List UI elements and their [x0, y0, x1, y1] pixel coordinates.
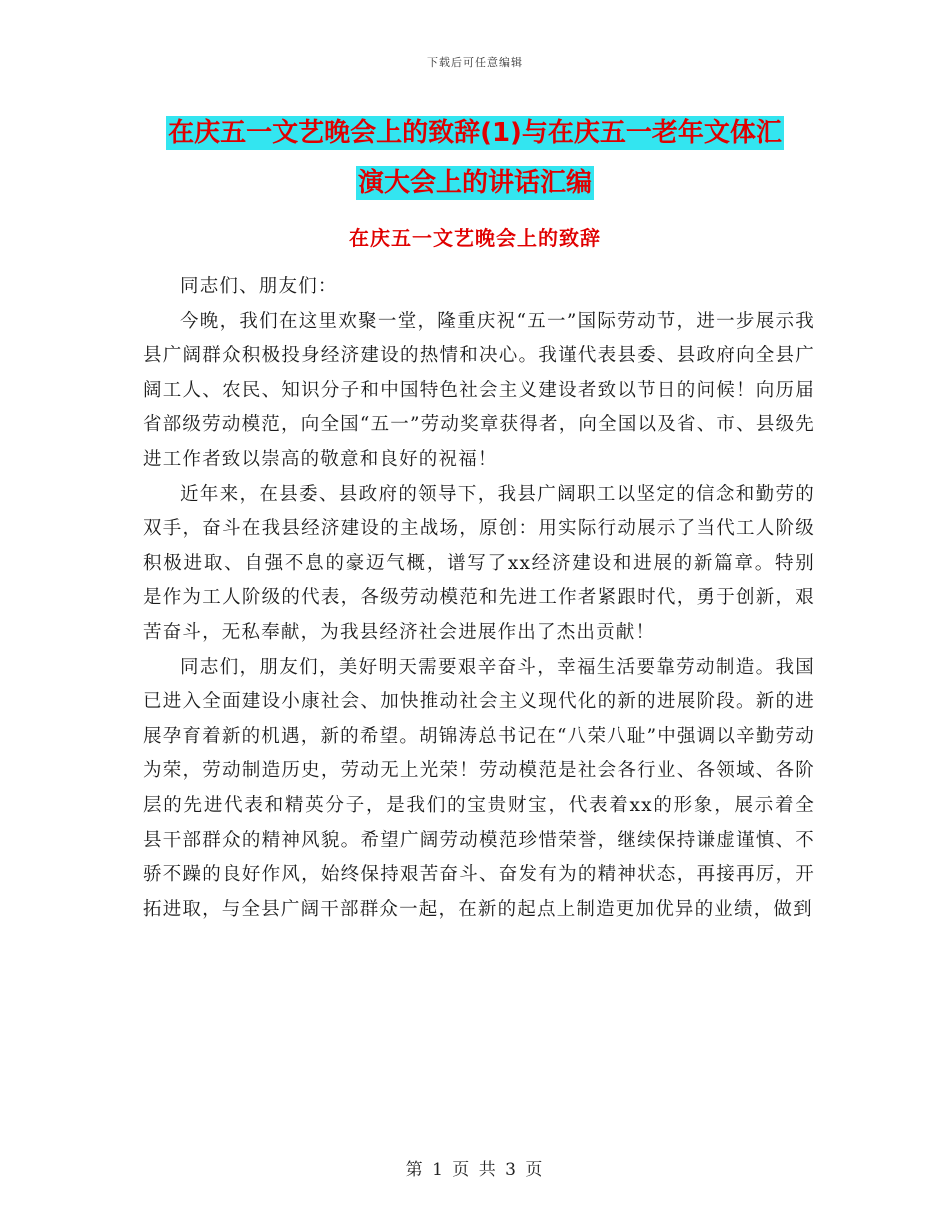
section-title: 在庆五一文艺晚会上的致辞 — [349, 226, 601, 250]
document-title-line-2: 演大会上的讲话汇编 — [357, 168, 592, 198]
body-paragraph: 同志们，朋友们，美好明天需要艰辛奋斗，幸福生活要靠劳动制造。我国已进入全面建设小康社会、加快推动社会主义现代化的新的进展阶段。新的进展孕育着新的机遇，新的希望。胡锦涛总书记在“八荣八耻”中强调以辛勤劳动为荣，劳动制造历史，劳动无上光荣！劳动模范是社会各行业、各领域、各阶层的先进代表和精英分子，是我们的宝贵财宝，代表着xx的形象，展示着全县干部群众的精神风貌。希望广阔劳动模范珍惜荣誉，继续保持谦虚谨慎、不骄不躁的良好作风，始终保持艰苦奋斗、奋发有为的精神状态，再接再厉，开拓进取，与全县广阔干部群众一起，在新的起点上制造更加优异的业绩，做到 — [143, 656, 815, 920]
page-number-footer: 第 1 页 共 3 页 — [405, 1160, 545, 1180]
document-title — [160, 108, 790, 208]
body-paragraph: 今晚，我们在这里欢聚一堂，隆重庆祝“五一”国际劳动节，进一步展示我县广阔群众积极投身经济建设的热情和决心。我谨代表县委、县政府向全县广阔工人、农民、知识分子和中国特色社会主义建设者致以节日的问候！向历届省部级劳动模范，向全国“五一”劳动奖章获得者，向全国以及省、市、县级先进工作者致以崇高的敬意和良好的祝福！ — [143, 310, 815, 470]
page-header-note: 下载后可任意编辑 — [427, 56, 523, 69]
body-paragraph-salutation: 同志们、朋友们： — [180, 276, 338, 297]
document-body — [143, 270, 815, 927]
document-title-line-1: 在庆五一文艺晚会上的致辞(1)与在庆五一老年文体汇 — [168, 118, 782, 148]
body-paragraph: 近年来，在县委、县政府的领导下，我县广阔职工以坚定的信念和勤劳的双手，奋斗在我县经济建设的主战场，原创：用实际行动展示了当代工人阶级积极进取、自强不息的豪迈气概，谱写了xx经济建设和进展的新篇章。特别是作为工人阶级的代表，各级劳动模范和先进工作者紧跟时代，勇于创新，艰苦奋斗，无私奉献，为我县经济社会进展作出了杰出贡献！ — [143, 483, 815, 643]
